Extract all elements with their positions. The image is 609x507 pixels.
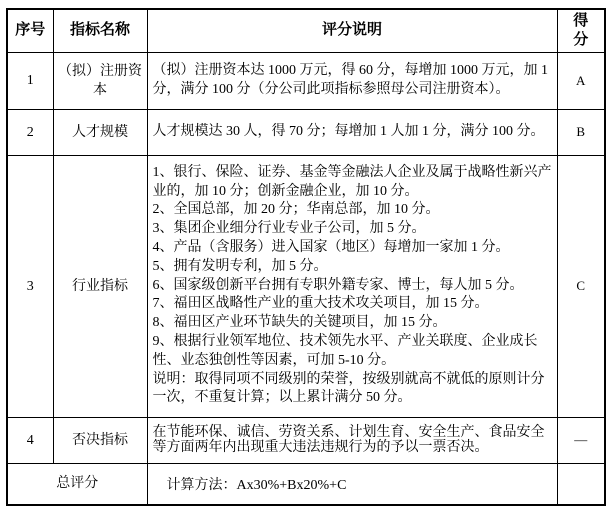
description-line-6: 6、国家级创新平台拥有专职外籍专家、博士，每人加 5 分。 — [152, 277, 524, 293]
description-line-3: 3、集团企业细分行业专业子公司，加 5 分。 — [152, 221, 426, 237]
row-number: 4 — [7, 417, 53, 463]
scoring-description — [147, 109, 557, 155]
description-line-5: 5、拥有发明专利，加 5 分。 — [152, 258, 328, 274]
total-score-label: 总评分 — [7, 463, 147, 505]
score-value: C — [557, 155, 605, 417]
description-line-7: 7、福田区战略性产业的重大技术攻关项目，加 15 分。 — [152, 296, 489, 312]
table-header-row — [7, 9, 605, 52]
table-row-industry-indicator — [7, 155, 605, 417]
description-line-8: 8、福田区产业环节缺失的关键项目，加 15 分。 — [152, 315, 447, 331]
indicator-name: 否决指标 — [53, 417, 147, 463]
score-value: — — [557, 417, 605, 463]
total-score-value — [557, 463, 605, 505]
column-header-scoring-description: 评分说明 — [147, 9, 557, 52]
scoring-description — [147, 52, 557, 109]
row-number: 2 — [7, 109, 53, 155]
calculation-formula: 计算方法：Ax30%+Bx20%+C — [147, 463, 557, 505]
scoring-description — [147, 155, 557, 417]
score-value: B — [557, 109, 605, 155]
table-row-veto-indicator — [7, 417, 605, 463]
table-footer-row-total-score — [7, 463, 605, 505]
scoring-description — [147, 417, 557, 463]
table-row-registered-capital — [7, 52, 605, 109]
description-line: （拟）注册资本达 1000 万元，得 60 分，每增加 1000 万元，加 1 分，满分 100 分（分公司此项指标参照母公司注册资本）。 — [152, 62, 548, 97]
description-line-note: 说明：取得同项不同级别的荣誉，按级别就高不就低的原则计分一次，不重复计算；以上累计满分 50 分。 — [152, 371, 545, 406]
column-header-indicator-name: 指标名称 — [53, 9, 147, 52]
description-line-2: 2、全国总部，加 20 分；华南总部，加 10 分。 — [152, 202, 440, 218]
description-line: 在节能环保、诚信、劳资关系、计划生育、安全生产、食品安全等方面两年内出现重大违法违规行为的予以一票否决。 — [152, 424, 545, 455]
description-line-4: 4、产品（含服务）进入国家（地区）每增加一家加 1 分。 — [152, 240, 510, 255]
indicator-name: （拟）注册资本 — [53, 52, 147, 109]
table-row-talent-scale — [7, 109, 605, 155]
row-number: 3 — [7, 155, 53, 417]
description-line-9: 9、根据行业领军地位、技术领先水平、产业关联度、企业成长性、业态独创性等因素，可加 5-10 分。 — [152, 333, 538, 368]
scoring-criteria-table — [6, 8, 606, 506]
row-number: 1 — [7, 52, 53, 109]
column-header-number: 序号 — [7, 9, 53, 52]
indicator-name: 人才规模 — [53, 109, 147, 155]
description-line: 人才规模达 30 人，得 70 分；每增加 1 人加 1 分，满分 100 分。 — [152, 123, 545, 139]
column-header-score — [557, 9, 605, 52]
column-header-score-label: 得分 — [573, 13, 589, 48]
description-line-1: 1、银行、保险、证券、基金等金融法人企业及属于战略性新兴产业的，加 10 分；创新金融企业，加 10 分。 — [152, 164, 552, 199]
indicator-name: 行业指标 — [53, 155, 147, 417]
score-value: A — [557, 52, 605, 109]
